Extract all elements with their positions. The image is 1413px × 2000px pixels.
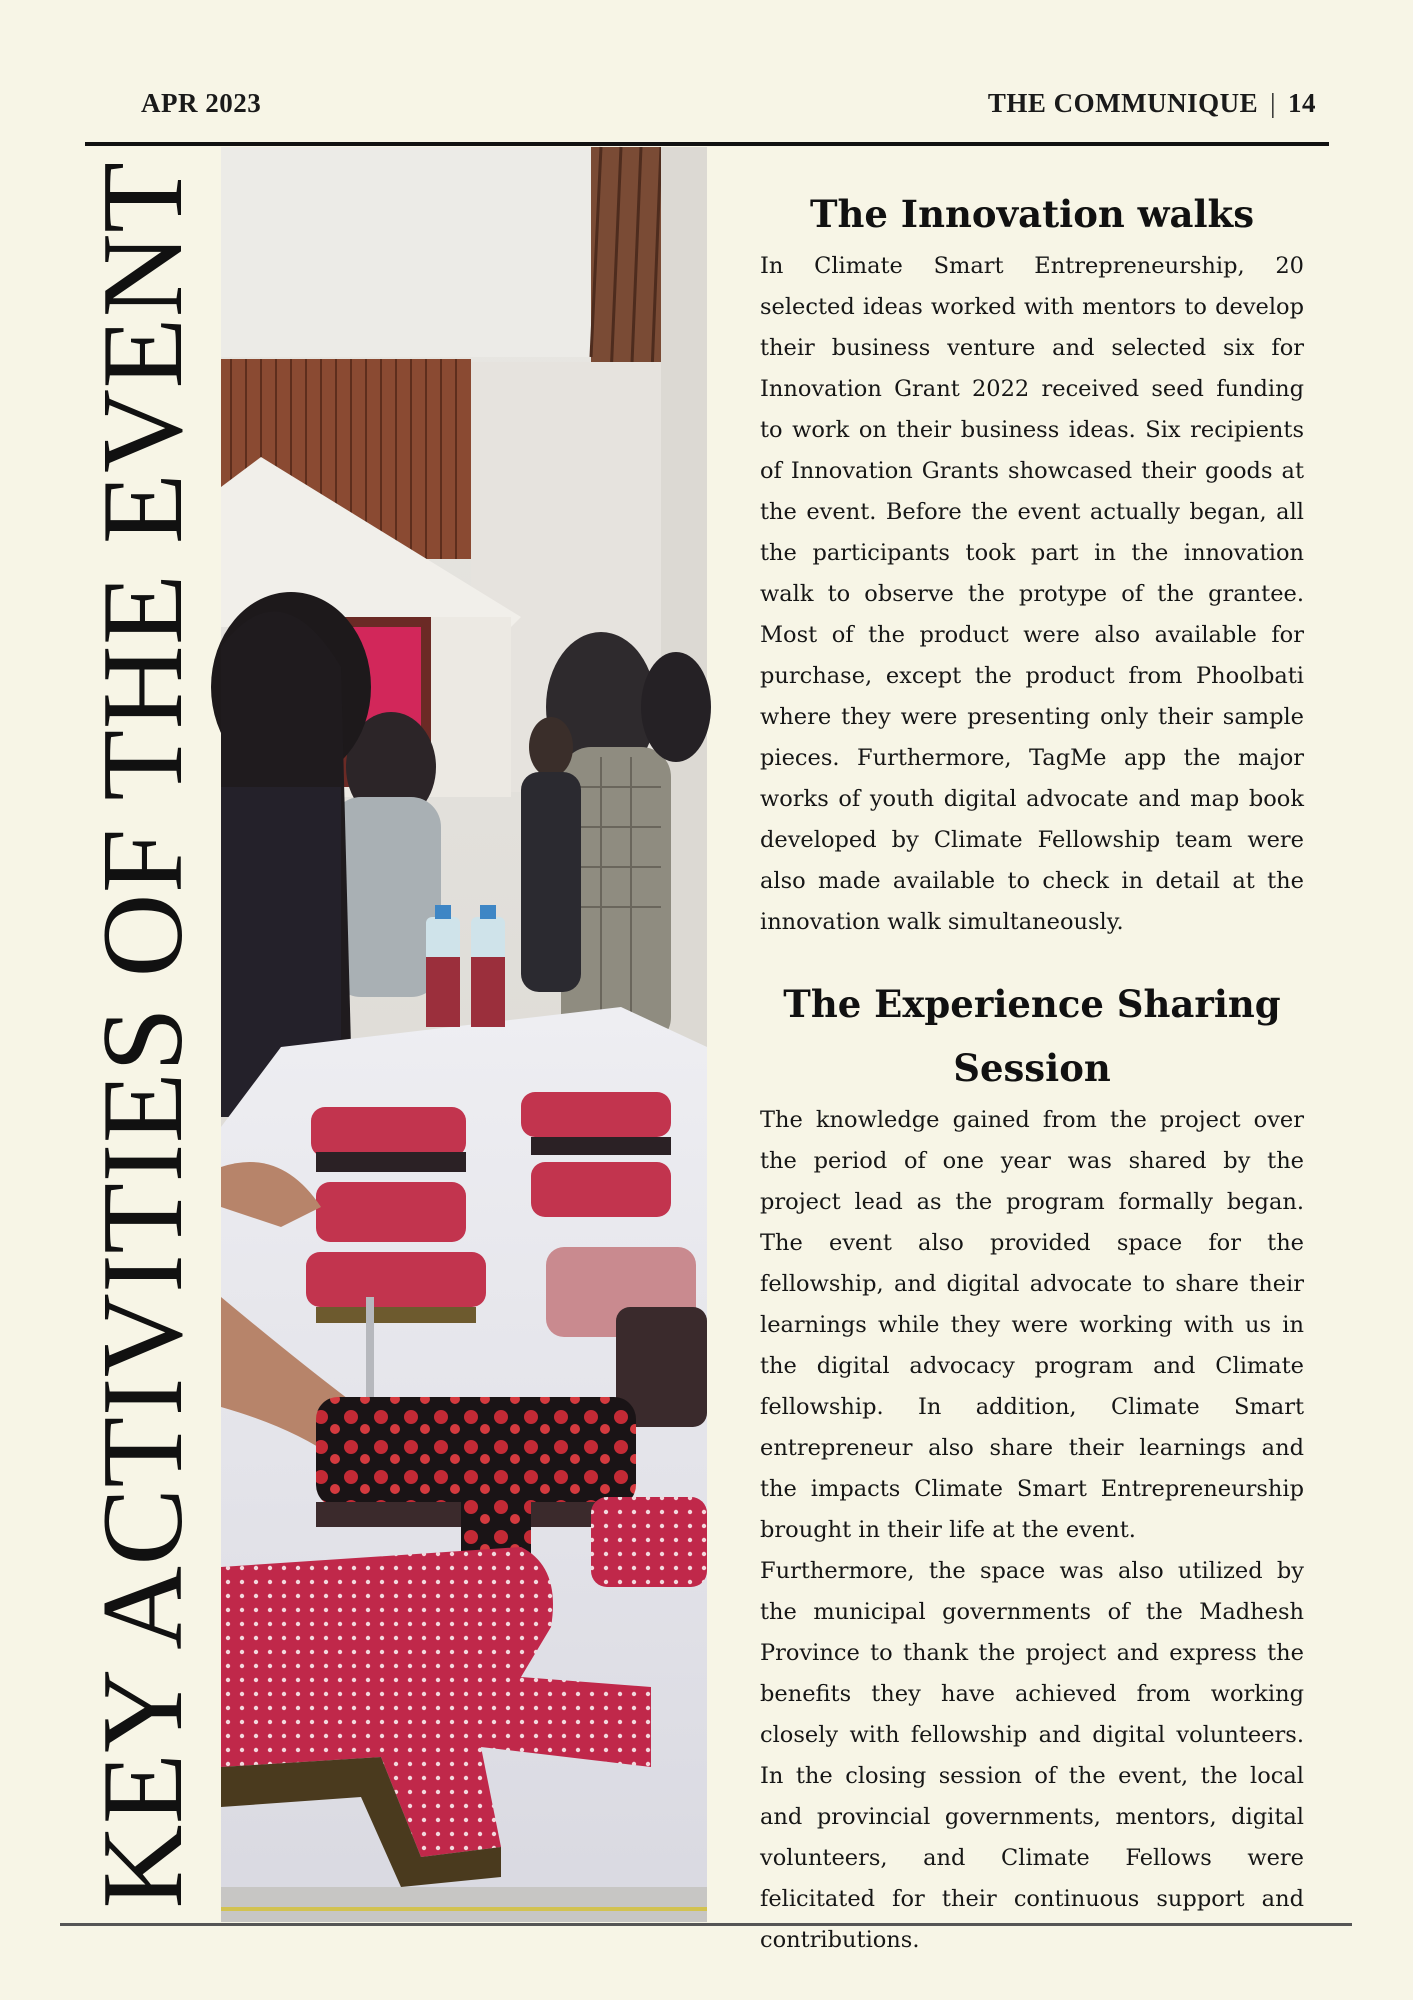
vertical-title-container [79, 150, 207, 1920]
section-experience-sharing [760, 972, 1304, 1961]
header-separator: | [1270, 88, 1276, 118]
issue-date: APR 2023 [141, 88, 262, 118]
section-paragraph: Furthermore, the space was also utilized by the municipal governments of the Madhesh Province to thank the project and express the benefits they have achieved from working closely with fellowship and digital volunteers. In the closing session of the event, the local and provincial governments, mentors, digital volunteers, and Climate Fellows were felicitated for their continuous support and contributions. [760, 1558, 1304, 1953]
event-photo [221, 147, 707, 1922]
bottom-divider [60, 1923, 1352, 1926]
page-number: 14 [1288, 88, 1316, 118]
section-title: The Innovation walks [809, 192, 1255, 236]
top-divider [85, 142, 1329, 146]
section-title: The Experience Sharing Session [783, 982, 1281, 1090]
section-innovation-walks [760, 182, 1304, 943]
section-paragraph: In Climate Smart Entrepreneurship, 20 selected ideas worked with mentors to develop their business venture and selected six for Innovation Grant 2022 received seed funding to work on their business ideas. Six recipients of Innovation Grants showcased their goods at the event. Before the event actually began, all the participants took part in the innovation walk to observe the protype of the grantee. Most of the product were also available for purchase, except the product from Phoolbati where they were presenting only their sample pieces. Furthermore, TagMe app the major works of youth digital advocate and map book developed by Climate Fellowship team were also made available to check in detail at the innovation walk simultaneously. [760, 253, 1304, 935]
running-header [988, 88, 1316, 119]
publication-name: THE COMMUNIQUE [987, 88, 1259, 118]
section-paragraph: The knowledge gained from the project over the period of one year was shared by the project lead as the program formally began. The event also provided space for the fellowship, and digital advocate to share their learnings while they were working with us in the digital advocacy program and Climate fellowship. In addition, Climate Smart entrepreneur also share their learnings and the impacts Climate Smart Entrepreneurship brought in their life at the event. [760, 1107, 1304, 1543]
vertical-section-title: KEY ACTIVITIES OF THE EVENT [79, 161, 207, 1909]
